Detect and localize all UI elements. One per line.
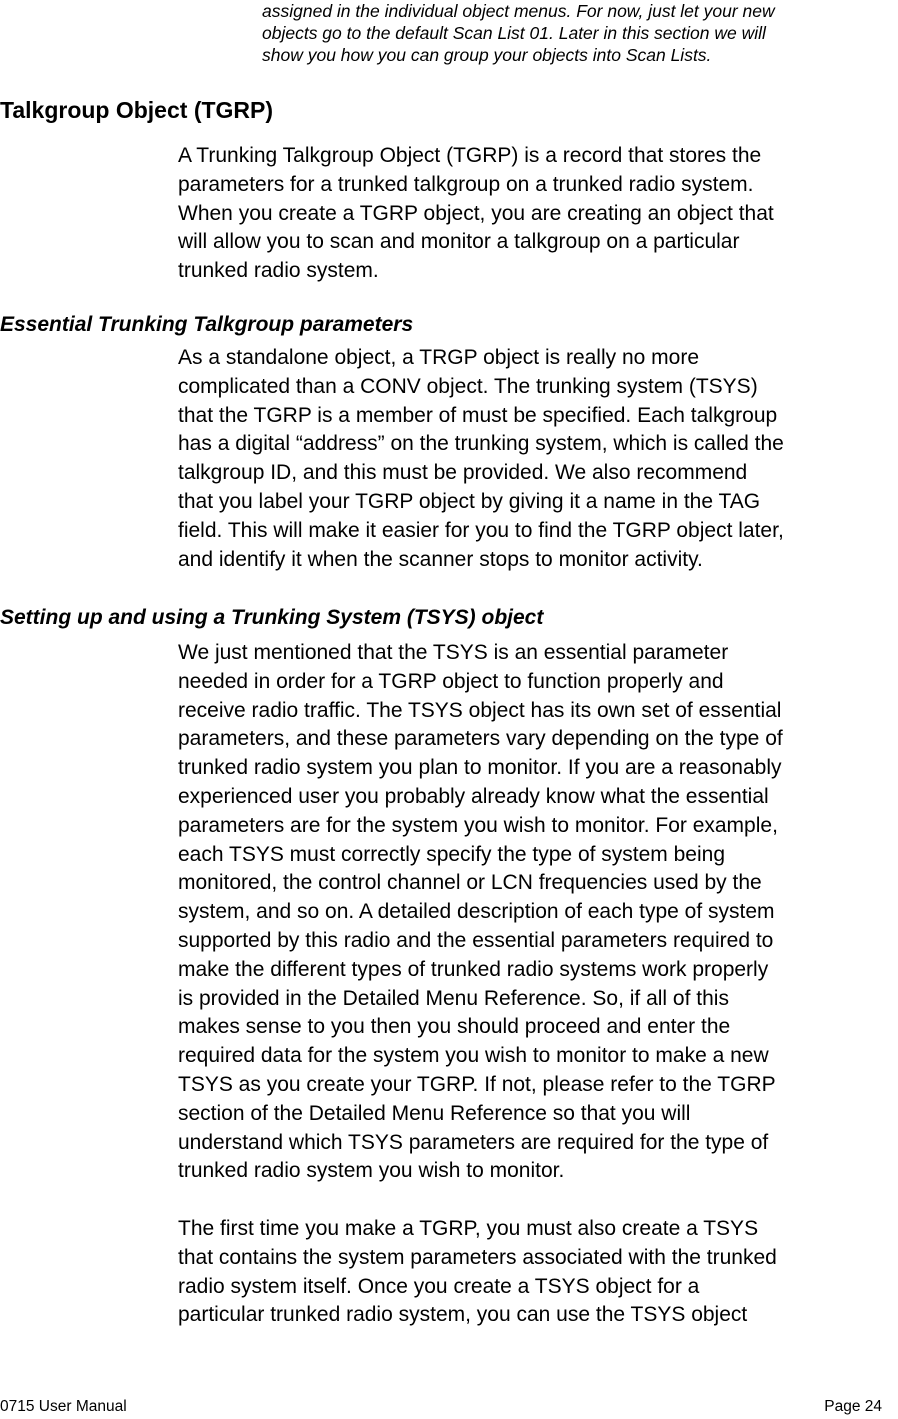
text-line: We just mentioned that the TSYS is an essential parameter <box>178 641 729 664</box>
text-line: complicated than a CONV object. The trunking system (TSYS) <box>178 374 758 398</box>
text-line: will allow you to scan and monitor a talkgroup on a particular <box>178 230 740 254</box>
text-line: A Trunking Talkgroup Object (TGRP) is a record that stores the <box>178 144 762 167</box>
intro-note <box>262 0 882 66</box>
text-line: field. This will make it easier for you to find the TGRP object later, <box>178 518 784 542</box>
footer-manual-title: 0715 User Manual <box>0 1398 127 1415</box>
section-heading-tgrp: Talkgroup Object (TGRP) <box>0 97 274 123</box>
paragraph-essential-parameters <box>178 344 898 574</box>
text-line: system, and so on. A detailed description of each type of system <box>178 900 775 924</box>
text-line: When you create a TGRP object, you are creating an object that <box>178 201 774 225</box>
note-line: objects go to the default Scan List 01. Later in this section we will <box>262 23 766 43</box>
text-line: parameters for a trunked talkgroup on a trunked radio system. <box>178 172 754 196</box>
text-line: parameters are for the system you wish to monitor. For example, <box>178 813 778 837</box>
paragraph-first-tgrp <box>178 1215 898 1330</box>
subheading-essential-parameters: Essential Trunking Talkgroup parameters <box>0 313 414 336</box>
text-line: supported by this radio and the essential parameters required to <box>178 928 774 952</box>
text-line: has a digital “address” on the trunking system, which is called the <box>178 432 784 456</box>
text-line: each TSYS must correctly specify the type of system being <box>178 842 726 866</box>
text-line: As a standalone object, a TRGP object is really no more <box>178 346 700 369</box>
text-line: understand which TSYS parameters are required for the type of <box>178 1130 769 1154</box>
text-line: required data for the system you wish to monitor to make a new <box>178 1044 769 1068</box>
paragraph-tsys-object <box>178 639 898 1186</box>
text-line: make the different types of trunked radio systems work properly <box>178 957 769 981</box>
text-line: is provided in the Detailed Menu Reference. So, if all of this <box>178 986 729 1010</box>
text-line: trunked radio system. <box>178 259 379 283</box>
text-line: receive radio traffic. The TSYS object has its own set of essential <box>178 698 782 722</box>
text-line: that contains the system parameters associated with the trunked <box>178 1245 777 1269</box>
text-line: makes sense to you then you should proceed and enter the <box>178 1015 731 1039</box>
paragraph-tgrp <box>178 142 898 286</box>
text-line: radio system itself. Once you create a TSYS object for a <box>178 1274 700 1298</box>
text-line: experienced user you probably already know what the essential <box>178 784 769 808</box>
text-line: section of the Detailed Menu Reference so that you will <box>178 1101 691 1125</box>
text-line: that you label your TGRP object by giving it a name in the TAG <box>178 489 761 513</box>
text-line: parameters, and these parameters vary depending on the type of <box>178 727 783 751</box>
text-line: particular trunked radio system, you can use the TSYS object <box>178 1303 748 1327</box>
note-line: assigned in the individual object menus. For now, just let your new <box>262 1 775 21</box>
text-line: The first time you make a TGRP, you must also create a TSYS <box>178 1217 759 1240</box>
text-line: trunked radio system you plan to monitor. If you are a reasonably <box>178 756 782 780</box>
footer-page-number: Page 24 <box>824 1398 882 1415</box>
text-line: TSYS as you create your TGRP. If not, please refer to the TGRP <box>178 1072 776 1096</box>
subheading-tsys-object: Setting up and using a Trunking System (TSYS) object <box>0 606 544 629</box>
text-line: trunked radio system you wish to monitor. <box>178 1159 565 1183</box>
text-line: that the TGRP is a member of must be specified. Each talkgroup <box>178 403 778 427</box>
note-line: show you how you can group your objects into Scan Lists. <box>262 45 712 65</box>
text-line: talkgroup ID, and this must be provided. We also recommend <box>178 461 748 485</box>
text-line: monitored, the control channel or LCN frequencies used by the <box>178 871 762 895</box>
text-line: needed in order for a TGRP object to function properly and <box>178 669 724 693</box>
text-line: and identify it when the scanner stops to monitor activity. <box>178 547 703 571</box>
